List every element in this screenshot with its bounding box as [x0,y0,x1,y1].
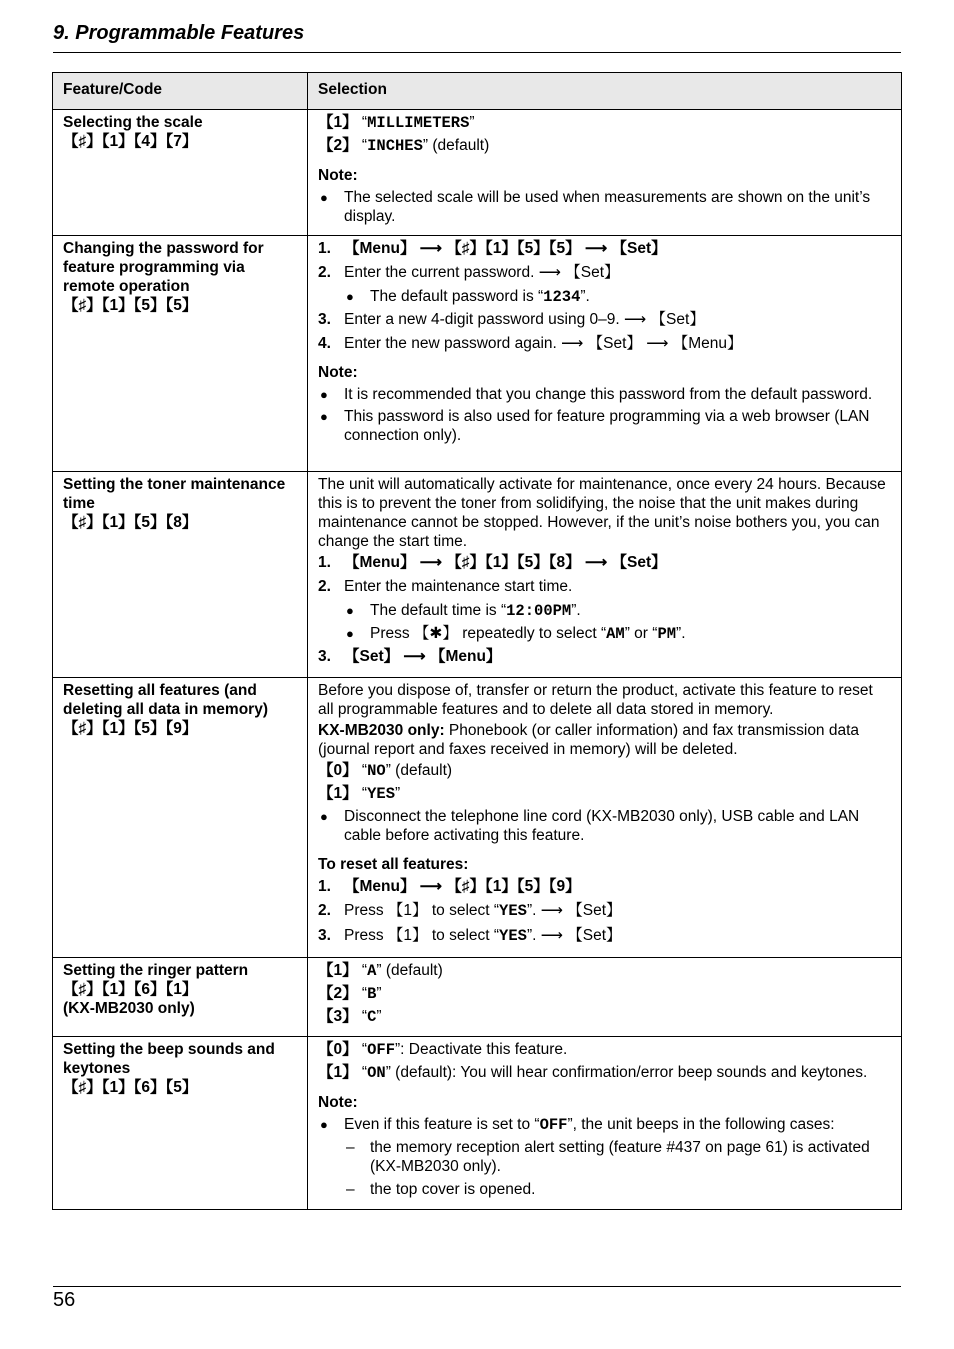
bullet-icon: ● [320,387,328,402]
selection-cell [308,236,902,472]
step-number: 1. [318,554,331,571]
table-row [53,472,902,678]
feature-cell [53,110,308,236]
table-row [53,678,902,958]
sub-text: Press 【✱】 repeatedly to select “ [370,625,607,642]
dash-item [318,1180,891,1199]
note-bullet [318,188,891,226]
sub-text: ”. [571,602,581,619]
dash-marker: – [346,1139,355,1156]
step-3 [318,926,891,946]
step-text: ”. ⟶ 【Set】 [526,927,622,944]
option-line: 【1】 “ON” (default): You will hear confirmation/error beep sounds and keytones. [318,1064,868,1082]
option-value: AM [606,625,625,643]
feature-name: Selecting the scale [63,114,203,131]
option-line: 【2】 “INCHES” (default) [318,137,490,155]
sub-bullet [318,287,891,307]
table-row [53,110,902,236]
option-key: 【0】 [318,762,358,779]
dash-item [318,1138,891,1176]
column-header-feature: Feature/Code [53,73,308,110]
option-key: 【1】 [318,1064,358,1081]
step-number: 4. [318,335,331,352]
option-value: A [367,962,377,980]
note-text: It is recommended that you change this password from the default password. [344,386,873,403]
selection-cell [308,472,902,678]
step-2 [318,577,891,596]
feature-name: Setting the toner maintenance time [63,476,286,512]
step-text: Press 【1】 to select “ [344,902,500,919]
selection-cell [308,678,902,958]
option-value: B [367,985,377,1003]
footer-rule [53,1286,901,1287]
feature-cell [53,1037,308,1210]
step-2 [318,263,891,282]
option-line: 【3】 “C” [318,1008,382,1026]
step-number: 2. [318,264,331,281]
option-key: 【1】 [318,785,358,802]
step-number: 2. [318,902,331,919]
table-row [53,236,902,472]
bullet-icon: ● [320,409,328,424]
default-value: 12:00PM [506,602,572,620]
feature-name: Setting the beep sounds and keytones [63,1041,275,1077]
note-text: ”, the unit beeps in the following cases: [567,1116,835,1133]
bullet-icon: ● [320,1117,328,1132]
page-header-title: 9. Programmable Features [53,22,305,44]
feature-code: 【♯】【1】【4】【7】 [63,133,198,150]
note-text: Disconnect the telephone line cord (KX-MB2030 only), USB cable and LAN cable before activating this feature. [344,808,860,844]
sub-text: ”. [676,625,686,642]
column-header-selection: Selection [308,73,902,110]
bullet-icon: ● [320,190,328,205]
feature-name: Resetting all features (and deleting all data in memory) [63,682,268,718]
bullet-icon: ● [320,809,328,824]
feature-code: 【♯】【1】【5】【9】 [63,720,198,737]
selection-cell [308,110,902,236]
sub-text: ”. [580,288,590,305]
step-2 [318,901,891,921]
feature-cell [53,472,308,678]
option-line: 【0】 “OFF”: Deactivate this feature. [318,1041,568,1059]
step-1 [318,877,891,896]
option-line: 【1】 “YES” [318,785,401,803]
option-suffix: (default): You will hear confirmation/error beep sounds and keytones. [390,1064,868,1081]
feature-name: Changing the password for feature programming via remote operation [63,240,264,295]
note-label: Note: [318,1094,358,1111]
option-value: YES [367,785,395,803]
feature-code: 【♯】【1】【5】【8】 [63,514,198,531]
note-label: Note: [318,167,358,184]
note-bullet [318,407,891,445]
step-text: Enter the new password again. ⟶ 【Set】 ⟶ 【Menu】 [344,335,743,352]
option-line: 【1】 “MILLIMETERS” [318,114,475,132]
step-3 [318,310,891,329]
bullet-icon: ● [346,289,354,304]
option-suffix: (default) [428,137,490,154]
table-row [53,1037,902,1210]
option-line: 【0】 “NO” (default) [318,762,453,780]
note-bullet [318,1115,891,1135]
sub-text: ” or “ [624,625,658,642]
step-text: Press 【1】 to select “ [344,927,500,944]
step-text: 【Menu】 ⟶ 【♯】【1】【5】【9】 [344,878,581,895]
table-header-row [53,73,902,110]
option-value: OFF [539,1116,568,1134]
step-number: 3. [318,311,331,328]
option-suffix: (default) [390,762,453,779]
feature-table [52,72,902,1210]
step-4 [318,334,891,353]
step-1 [318,553,891,572]
step-text: Enter the maintenance start time. [344,578,573,595]
step-number: 2. [318,578,331,595]
step-text: 【Menu】 ⟶ 【♯】【1】【5】【5】 ⟶ 【Set】 [344,240,667,257]
option-value: ON [367,1064,386,1082]
model-note [318,721,891,759]
step-number: 1. [318,240,331,257]
step-text: ”. ⟶ 【Set】 [526,902,622,919]
feature-cell [53,236,308,472]
option-value: INCHES [367,137,423,155]
option-key: 【0】 [318,1041,358,1058]
option-line: 【2】 “B” [318,985,382,1003]
option-value: YES [499,902,527,920]
bullet-icon: ● [346,626,354,641]
option-suffix: : Deactivate this feature. [400,1041,568,1058]
note-text: This password is also used for feature programming via a web browser (LAN connection only). [344,408,870,444]
feature-cell [53,958,308,1037]
feature-name: Setting the ringer pattern [63,962,249,979]
table-row [53,958,902,1037]
option-line: 【1】 “A” (default) [318,962,443,980]
intro-text: The unit will automatically activate for maintenance, once every 24 hours. Because this is to prevent the toner from solidifying, the noise that the unit makes during maintenance cannot be stopped. However, if the unit’s noise bothers you, you can change the start time. [318,476,886,550]
option-value: OFF [367,1041,395,1059]
bullet-icon: ● [346,603,354,618]
dash-text: the top cover is opened. [370,1181,536,1198]
feature-code: 【♯】【1】【6】【1】 [63,981,198,998]
feature-code: 【♯】【1】【5】【5】 [63,297,198,314]
note-bullet [318,807,891,845]
header-rule [53,52,901,53]
option-key: 【2】 [318,985,358,1002]
intro-text: Before you dispose of, transfer or return the product, activate this feature to reset all programmable features and to delete all data stored in memory. [318,682,873,718]
step-text: 【Set】 ⟶ 【Menu】 [344,648,502,665]
feature-code: 【♯】【1】【6】【5】 [63,1079,198,1096]
feature-cell [53,678,308,958]
step-number: 3. [318,648,331,665]
step-text: Enter a new 4-digit password using 0–9. ⟶ 【Set】 [344,311,705,328]
option-suffix: (default) [381,962,443,979]
dash-text: the memory reception alert setting (feature #437 on page 61) is activated (KX-MB2030 only). [370,1139,870,1175]
option-value: MILLIMETERS [367,114,470,132]
option-value: YES [499,927,527,945]
option-value: NO [367,762,386,780]
note-bullet [318,385,891,404]
step-number: 3. [318,927,331,944]
option-value: PM [657,625,677,643]
model-text: Phonebook (or caller information) and fax transmission data (journal report and faxes received in memory) will be deleted. [318,722,860,758]
note-label: Note: [318,364,358,381]
sub-text: The default password is “ [370,288,544,305]
step-1 [318,239,891,258]
note-text: Even if this feature is set to “ [344,1116,540,1133]
step-text: Enter the current password. ⟶ 【Set】 [344,264,620,281]
sub-heading: To reset all features: [318,856,469,873]
sub-text: The default time is “ [370,602,507,619]
sub-bullet [318,624,891,644]
default-value: 1234 [543,288,581,306]
dash-marker: – [346,1181,355,1198]
option-key: 【2】 [318,137,358,154]
feature-model: (KX-MB2030 only) [63,1000,195,1017]
step-text: 【Menu】 ⟶ 【♯】【1】【5】【8】 ⟶ 【Set】 [344,554,667,571]
option-key: 【3】 [318,1008,358,1025]
step-3 [318,647,891,666]
model-label: KX-MB2030 only: [318,722,445,739]
option-key: 【1】 [318,962,358,979]
note-text: The selected scale will be used when measurements are shown on the unit’s display. [344,189,871,225]
step-number: 1. [318,878,331,895]
sub-bullet [318,601,891,621]
option-value: C [367,1008,377,1026]
selection-cell [308,1037,902,1210]
option-key: 【1】 [318,114,358,131]
selection-cell [308,958,902,1037]
page-number: 56 [53,1289,76,1311]
